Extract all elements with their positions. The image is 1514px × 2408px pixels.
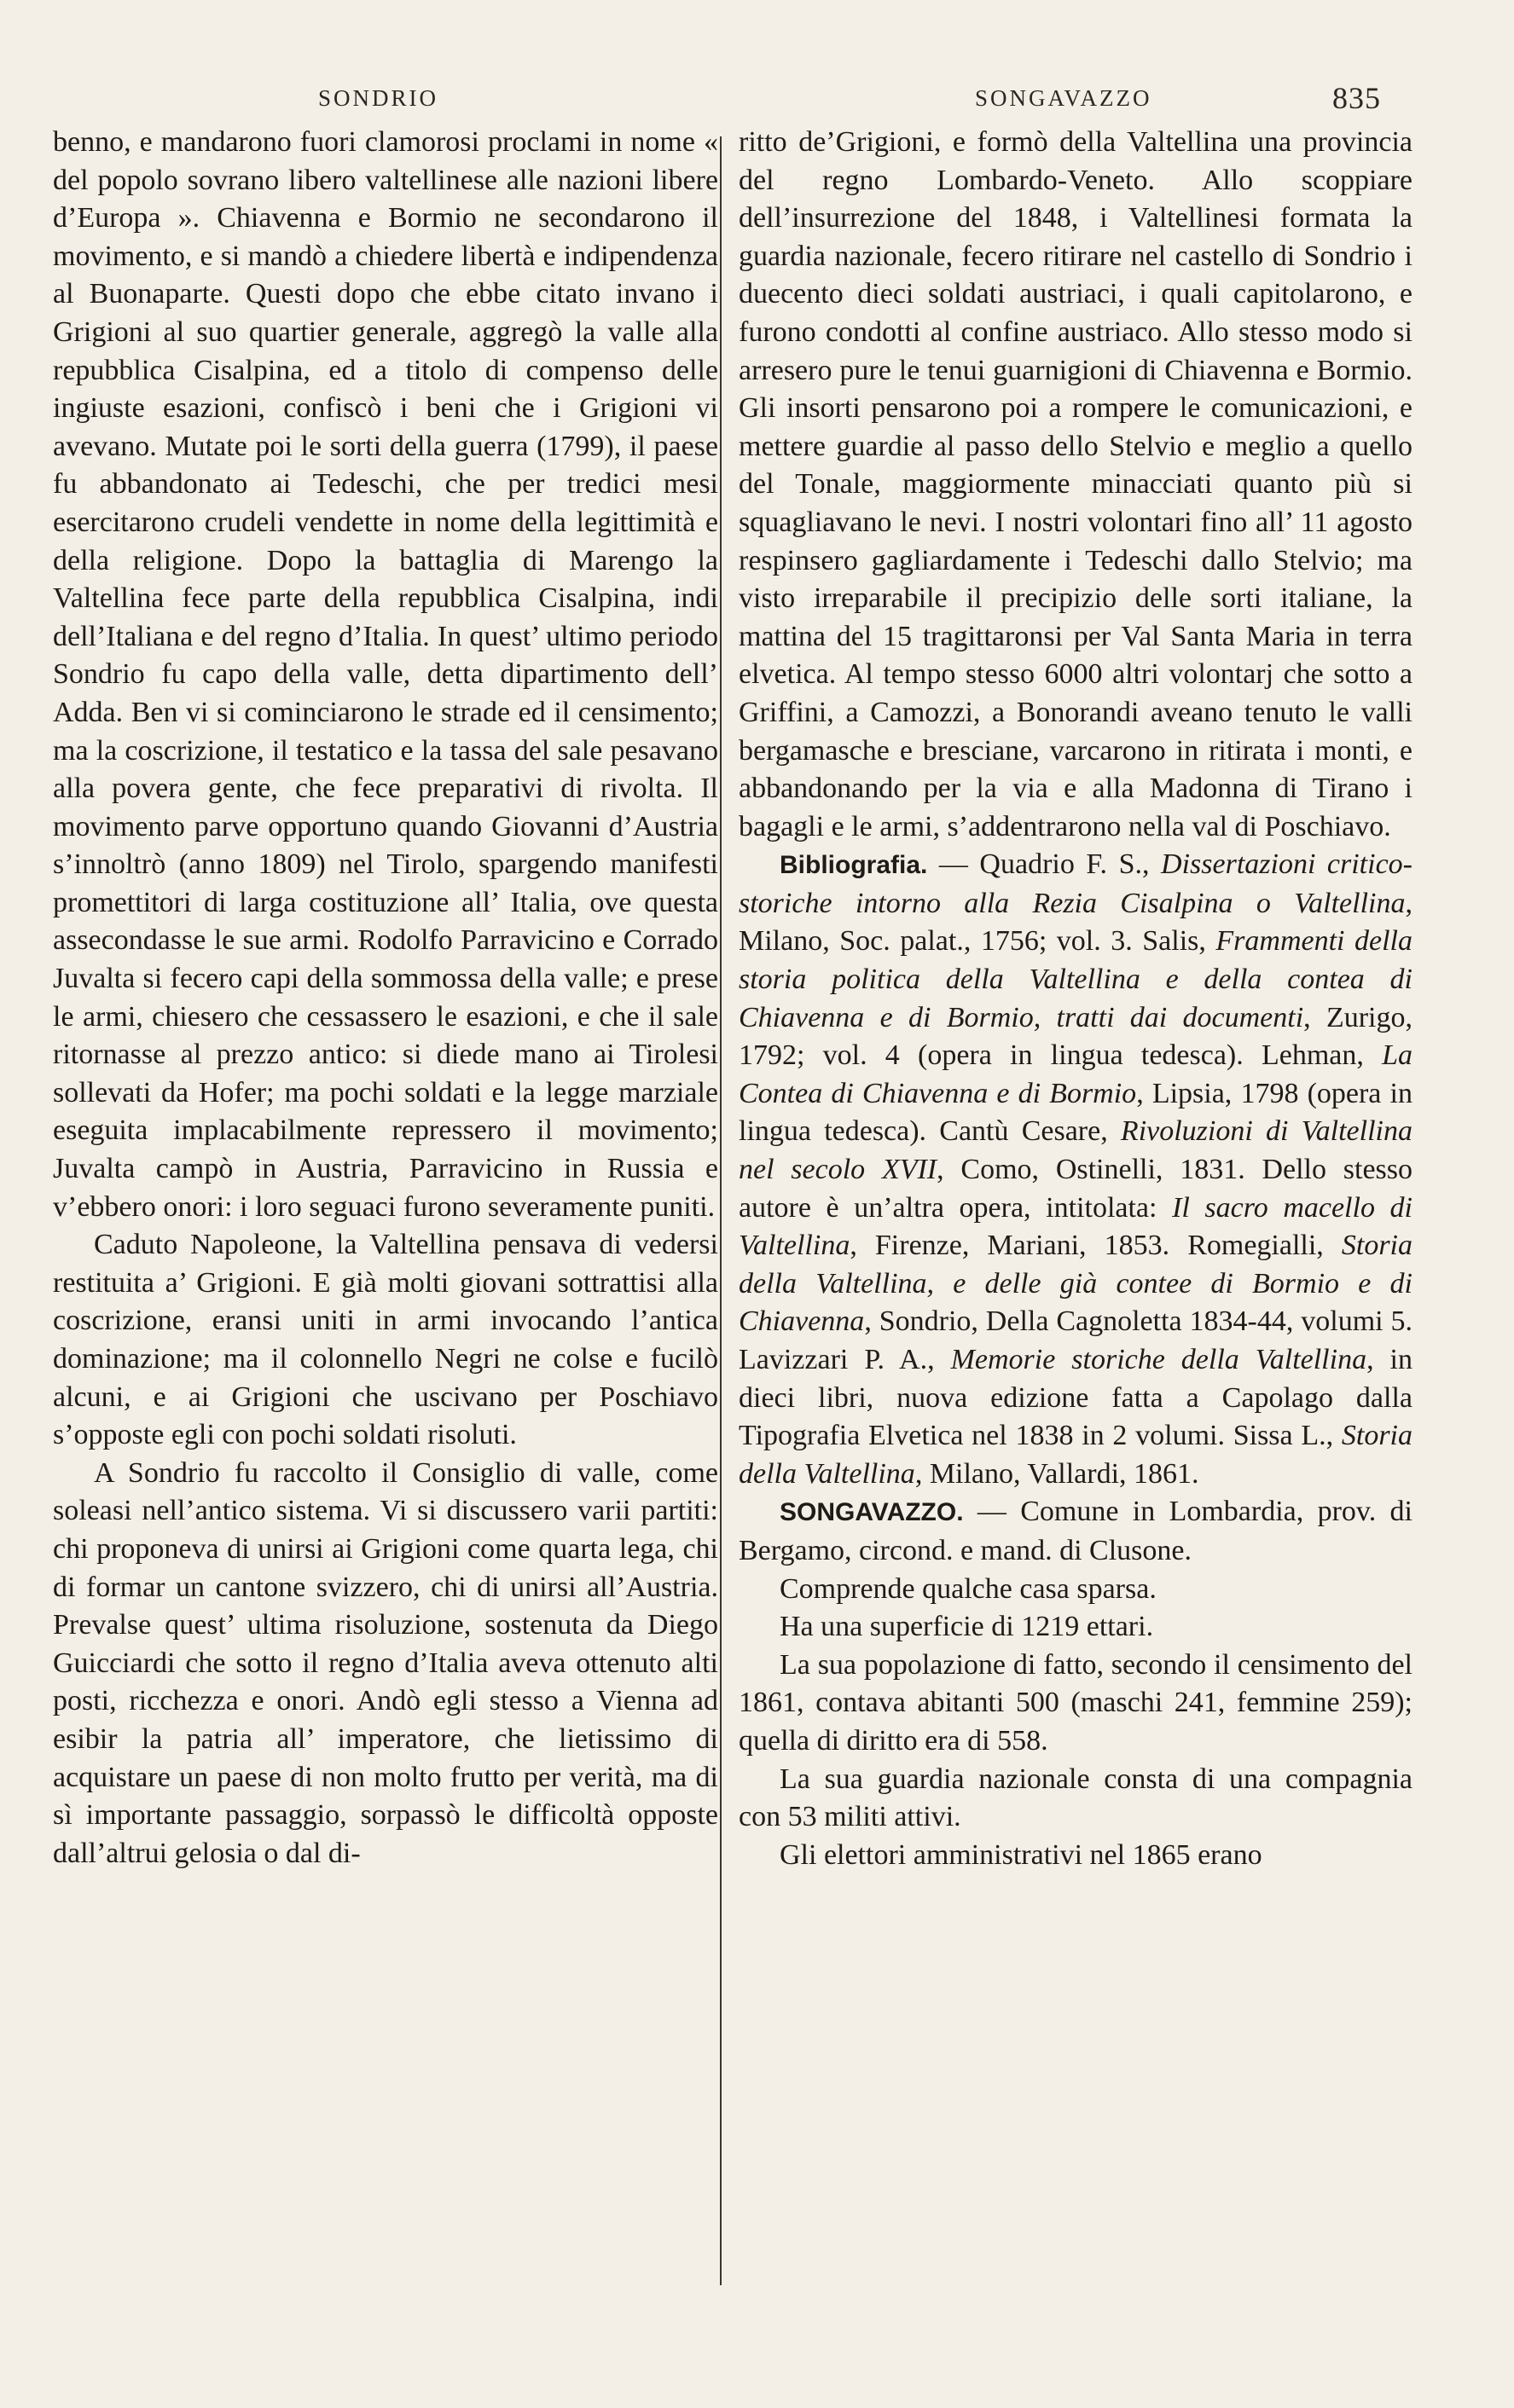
entry-popolazione-paragraph: La sua popolazione di fatto, secondo il censimento del 1861, contava abitanti 500 (maschi 241, femmine 259); quella di diritto era di 558. (739, 1648, 1412, 1757)
running-head-center: SONGAVAZZO (975, 85, 1152, 111)
left-paragraph-3: A Sondrio fu raccolto il Consiglio di valle, come soleasi nell’antico sistema. Vi si discussero varii partiti: chi proponeva di unirsi ai Grigioni come quarta lega, chi di formar un cantone svizzero, chi di unirsi all’Austria. Prevalse quest’ ultima risoluzione, sostenuta da Diego Guicciardi che sotto il regno d’Italia aveva ottenuto alti posti, ricchezza e onori. Andò egli stesso a Vienna ad esibir la patria all’ imperatore, che lietissimo di acquistare un paese di non molto frutto per verità, ma di sì importante passaggio, sorpassò le difficoltà opposte dall’altrui gelosia o dal di- (53, 1456, 718, 1869)
right-paragraph-1: ritto de’Grigioni, e formò della Valtellina una provincia del regno Lombardo-Veneto. Allo scoppiare dell’insurrezione del 1848, i Valtellinesi formata la guardia nazionale, fecero ritirare nel castello di Sondrio i duecento dieci soldati austriaci, i quali capitolarono, e furono condotti al confine austriaco. Allo stesso modo si arresero pure le tenui guarnigioni di Chiavenna e Bormio. Gli insorti pensarono poi a rompere le comunicazioni, e mettere guardie al passo dello Stelvio e meglio a quello del Tonale, maggiormente minacciati quanto più si squagliavano le nevi. I nostri volontari fino all’ 11 agosto respinsero gagliardamente i Tedeschi dallo Stelvio; ma visto irreparabile il precipizio delle sorti italiane, la mattina del 15 tragittaronsi per Val Santa Maria in terra elvetica. Al tempo stesso 6000 altri volontarj che sotto a Griffini, a Camozzi, a Bonorandi aveano tenuto le valli bergamasche e bresciane, varcarono in ritirata i monti, e abbandonando per la via e alla Madonna di Tirano i bagagli e le armi, s’addentrarono nella val di Poschiavo. (739, 126, 1412, 842)
bibliography-paragraph (739, 846, 1412, 1493)
entry-casa-paragraph: Comprende qualche casa sparsa. (780, 1572, 1157, 1605)
bibliography-text-3: , Zurigo, 1792; vol. 4 (opera in lingua tedesca). Lehman, (739, 1001, 1412, 1072)
column-divider (720, 136, 722, 2285)
bibliography-text-6: , Firenze, Mariani, 1853. Romegialli, (850, 1230, 1342, 1262)
entry-superficie-paragraph: Ha una superficie di 1219 ettari. (780, 1611, 1154, 1643)
entry-guardia-paragraph: La sua guardia nazionale consta di una compagnia con 53 militi attivi. (739, 1763, 1412, 1833)
left-paragraph-1: benno, e mandarono fuori clamorosi proclami in nome « del popolo sovrano libero valtellinese alle nazioni libere d’Europa ». Chiavenna e Bormio ne secondarono il movimento, e si mandò a chiedere libertà e indipendenza al Buonaparte. Questi dopo che ebbe citato invano i Grigioni al suo quartier generale, aggregò la valle alla repubblica Cisalpina, ed a titolo di compenso delle ingiuste esazioni, confiscò i beni che i Grigioni vi avevano. Mutate poi le sorti della guerra (1799), il paese fu abbandonato ai Tedeschi, che per tredici mesi esercitarono crudeli vendette in nome della legittimità e della religione. Dopo la battaglia di Marengo la Valtellina fece parte della repubblica Cisalpina, indi dell’Italiana e del regno d’Italia. In quest’ ultimo periodo Sondrio fu capo della valle, detta dipartimento dell’ Adda. Ben vi si cominciarono le strade ed il censimento; ma la coscrizione, il testatico e la tassa del sale pesavano alla povera gente, che fece preparativi di rivolta. Il movimento parve opportuno quando Giovanni d’Austria s’innoltrò (anno 1809) nel Tirolo, spargendo manifesti promettitori di larga costituzione all’ Italia, ove questa assecondasse le sue armi. Rodolfo Parravicino e Corrado Juvalta si fecero capi della sommossa della valle; e prese le armi, chiesero che cessassero le esazioni, e che il sale ritornasse al prezzo antico: si diede mano ai Tirolesi sollevati da Hofer; ma pochi soldati e la legge marziale eseguita implacabilmente repressero il movimento; Juvalta campò in Austria, Parravicino in Russia e v’ebbero onori: i loro seguaci furono severamente puniti. (53, 126, 718, 1223)
entry-definition: — Comune in Lombardia, prov. di Bergamo, circond. e mand. di Clusone. (739, 1496, 1412, 1566)
bibliography-title-2: Frammenti della storia politica della Valtellina e della contea di Chiavenna e di Bormio, tratti dai documenti (739, 925, 1412, 1033)
bibliography-text-5: , Como, Ostinelli, 1831. Dello stesso autore è un’altra opera, intitolata: (739, 1154, 1413, 1224)
bibliography-title-3: La Contea di Chiavenna e di Bormio (739, 1039, 1412, 1109)
bibliography-title-6: Storia della Valtellina, e delle già contee di Bormio e di Chiavenna (739, 1230, 1412, 1338)
page-number: 835 (1332, 81, 1381, 115)
left-paragraph-2: Caduto Napoleone, la Valtellina pensava di vedersi restituita a’ Grigioni. E già molti giovani sottrattisi alla coscrizione, eransi uniti in armi invocando l’antica dominazione; ma il colonnello Negri ne colse e fucilò alcuni, e ai Grigioni che uscivano per Poschiavo s’opposte egli con pochi soldati risoluti. (53, 1229, 718, 1451)
bibliography-text-7: , Sondrio, Della Cagnoletta 1834-44, volumi 5. Lavizzari P. A., (739, 1305, 1412, 1375)
bibliography-title-8: Storia della Valtellina (739, 1420, 1412, 1490)
bibliography-title-1: Dissertazioni critico-storiche intorno alla Rezia Cisalpina o Valtellina (739, 848, 1412, 919)
bibliography-title-4: Rivoluzioni di Valtellina nel secolo XVII (739, 1115, 1412, 1186)
entry-paragraph (739, 1493, 1412, 1570)
entry-elettori-paragraph: Gli elettori amministrativi nel 1865 erano (780, 1838, 1262, 1871)
left-column (53, 124, 718, 1873)
bibliography-text-4: , Lipsia, 1798 (opera in lingua tedesca). Cantù Cesare, (739, 1077, 1412, 1148)
entry-headword: SONGAVAZZO. (780, 1498, 964, 1527)
bibliography-text-9: , Milano, Vallardi, 1861. (914, 1457, 1199, 1490)
bibliography-text-2: , Milano, Soc. palat., 1756; vol. 3. Salis, (739, 887, 1412, 958)
bibliography-text-1: — Quadrio F. S., (927, 848, 1162, 881)
running-head-left: SONDRIO (318, 85, 439, 111)
right-column (739, 124, 1412, 1874)
bibliography-text-8: , in dieci libri, nuova edizione fatta a Capolago dalla Tipografia Elvetica nel 1838 in 2 volumi. Sissa L., (739, 1344, 1412, 1452)
bibliography-title-7: Memorie storiche della Valtellina (950, 1344, 1367, 1375)
bibliography-label: Bibliografia. (780, 851, 928, 880)
bibliography-title-5: Il sacro macello di Valtellina (739, 1191, 1412, 1262)
